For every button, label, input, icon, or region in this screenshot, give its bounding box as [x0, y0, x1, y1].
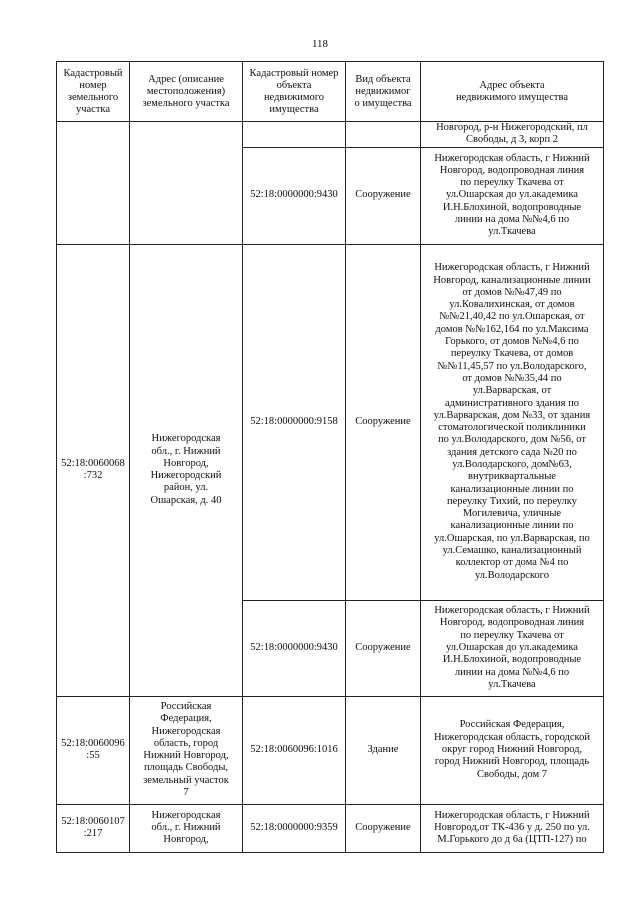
object-cadastral-cell: 52:18:0000000:9359 — [243, 804, 346, 852]
table-row — [57, 244, 604, 600]
object-address-cell: Нижегородская область, г Нижний Новгород,от ТК-436 у д. 250 по ул. М.Горького до д 6а (ЦТП-127) по — [421, 804, 604, 852]
land-cadastral-cell: 52:18:0060096 :55 — [57, 696, 130, 804]
land-address-cell: Нижегородская обл., г. Нижний Новгород, Нижегородский район, ул. Ошарская, д. 40 — [130, 244, 243, 696]
object-kind-cell: Сооружение — [346, 244, 421, 600]
object-cadastral-cell: 52:18:0060096:1016 — [243, 696, 346, 804]
table-row — [57, 804, 604, 852]
cadastral-table — [56, 61, 604, 853]
land-cadastral-cell — [57, 122, 130, 245]
header-object-cadastral-number: Кадастровый номер объекта недвижимого имущества — [243, 62, 346, 122]
object-address-cell: Российская Федерация, Нижегородская область, городской округ город Нижний Новгород, город Нижний Новгород, площадь Свободы, дом 7 — [421, 696, 604, 804]
object-cadastral-cell: 52:18:0000000:9158 — [243, 244, 346, 600]
land-address-cell — [130, 122, 243, 245]
object-cadastral-cell: 52:18:0000000:9430 — [243, 600, 346, 696]
land-address-cell: Нижегородская обл., г. Нижний Новгород, — [130, 804, 243, 852]
header-object-address: Адрес объекта недвижимого имущества — [421, 62, 604, 122]
object-kind-cell: Сооружение — [346, 147, 421, 244]
object-kind-cell: Сооружение — [346, 600, 421, 696]
object-cadastral-cell — [243, 122, 346, 148]
object-kind-cell: Здание — [346, 696, 421, 804]
header-land-cadastral-number: Кадастровый номер земельного участка — [57, 62, 130, 122]
object-address-cell: Нижегородская область, г Нижний Новгород, канализационные линии от домов №№47,49 по ул.Ковалихинская, от домов №№21,40,42 по ул.Ошарская, от домов №№162,164 по ул.Максима Горького, от домов №№4,6 по переулку Ткачева, от домов №№11,45,57 по ул.Володарского, от домов №№35,44 по ул.Варварская, от административного здания по ул.Варварская, дом №33, от здания стоматологической поликлиники по ул.Володарского, дом №56, от здания детского сада №20 по ул.Володарского, дом№63, внутриквартальные канализационные линии по переулку Тихий, по переулку Могилевича, уличные канализационные линии по ул.Ошарская, по ул.Варварская, по ул.Семашко, канализационный коллектор от дома №4 по ул.Володарского — [421, 244, 604, 600]
object-cadastral-cell: 52:18:0000000:9430 — [243, 147, 346, 244]
object-address-cell: Нижегородская область, г Нижний Новгород, водопроводная линия по переулку Ткачева от ул.Ошарская до ул.академика И.Н.Блохиной, водопроводные линии на дома №№4,6 по ул.Ткачева — [421, 600, 604, 696]
header-object-kind: Вид объекта недвижимог о имущества — [346, 62, 421, 122]
object-address-cell: Новгород, р-н Нижегородский, пл Свободы, д 3, корп 2 — [421, 122, 604, 148]
object-kind-cell — [346, 122, 421, 148]
land-cadastral-cell: 52:18:0060068 :732 — [57, 244, 130, 696]
page-number: 118 — [311, 38, 329, 50]
header-land-address: Адрес (описание местоположения) земельного участка — [130, 62, 243, 122]
land-address-cell: Российская Федерация, Нижегородская область, город Нижний Новгород, площадь Свободы, земельный участок 7 — [130, 696, 243, 804]
object-kind-cell: Сооружение — [346, 804, 421, 852]
object-address-cell: Нижегородская область, г Нижний Новгород, водопроводная линия по переулку Ткачева от ул.Ошарская до ул.академика И.Н.Блохиной, водопроводные линии на дома №№4,6 по ул.Ткачева — [421, 147, 604, 244]
table-row — [57, 122, 604, 148]
table-header-row — [57, 62, 604, 122]
land-cadastral-cell: 52:18:0060107 :217 — [57, 804, 130, 852]
table-row — [57, 696, 604, 804]
